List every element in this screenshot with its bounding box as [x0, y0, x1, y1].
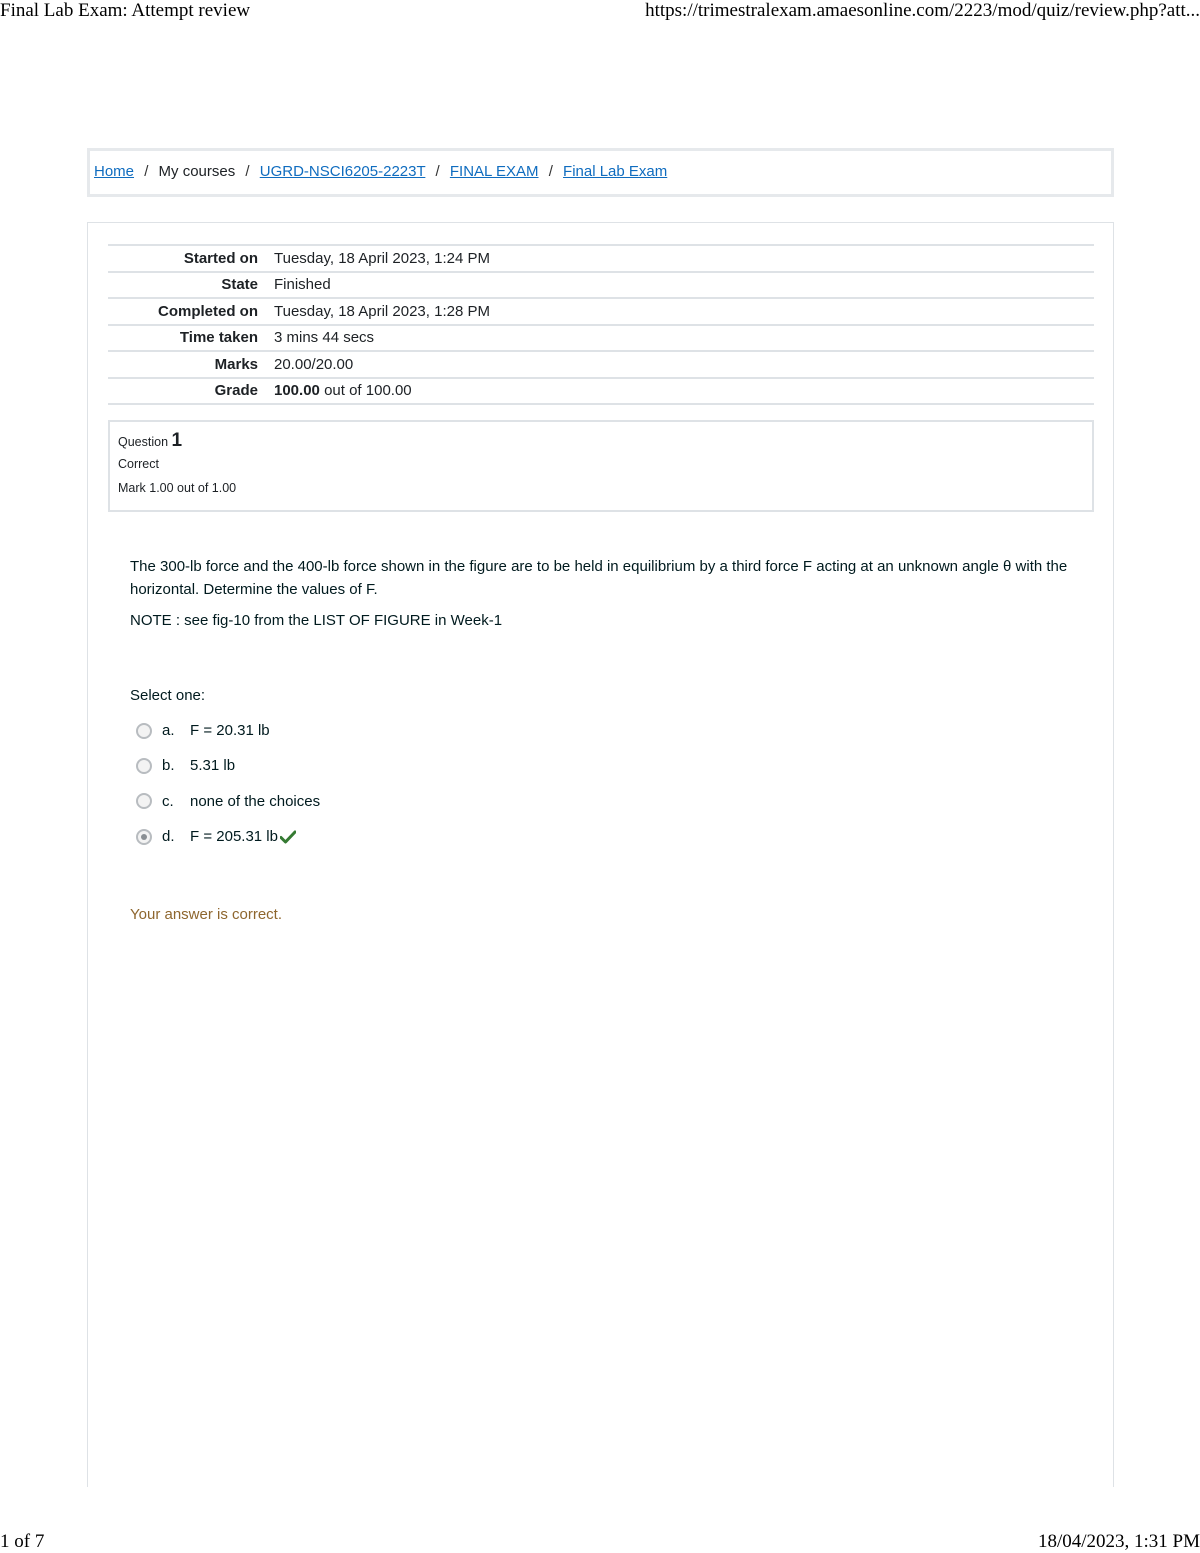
summary-value: 3 mins 44 secs [266, 325, 1094, 352]
question-note: NOTE : see fig-10 from the LIST OF FIGURE in Week-1 [130, 612, 503, 629]
breadcrumb-quiz-link[interactable]: Final Lab Exam [563, 163, 668, 180]
radio-button[interactable] [136, 758, 152, 774]
radio-button-selected[interactable] [136, 829, 152, 845]
answer-option-d[interactable] [136, 819, 320, 854]
summary-value: Tuesday, 18 April 2023, 1:24 PM [266, 245, 1094, 272]
option-letter: d. [162, 828, 175, 846]
answer-options [136, 713, 320, 854]
question-text [130, 555, 1070, 640]
summary-row-completed [108, 298, 1094, 325]
summary-row-started [108, 245, 1094, 272]
radio-button[interactable] [136, 793, 152, 809]
option-letter: a. [162, 722, 175, 740]
question-info-box [108, 420, 1094, 512]
breadcrumb-home-link[interactable]: Home [94, 163, 135, 180]
answer-feedback: Your answer is correct. [130, 906, 283, 923]
main-region [87, 222, 1114, 1487]
answer-option-b[interactable] [136, 748, 320, 783]
answer-option-c[interactable] [136, 784, 320, 819]
question-mark: Mark 1.00 out of 1.00 [118, 481, 237, 495]
breadcrumb [87, 148, 1114, 197]
print-page-title: Final Lab Exam: Attempt review [0, 0, 251, 21]
print-page-url: https://trimestralexam.amaesonline.com/2223/mod/quiz/review.php?att... [645, 0, 1200, 21]
attempt-summary-table [108, 244, 1094, 405]
option-letter: c. [162, 792, 174, 810]
option-label: none of the choices [190, 792, 321, 810]
summary-row-state [108, 272, 1094, 299]
check-icon [280, 830, 296, 844]
option-letter: b. [162, 757, 175, 775]
print-datetime: 18/04/2023, 1:31 PM [1037, 1531, 1200, 1552]
answer-option-a[interactable] [136, 713, 320, 748]
breadcrumb-separator: / [548, 163, 553, 180]
question-state: Correct [118, 457, 159, 471]
grade-value: 100.00 [274, 382, 320, 400]
summary-label: Time taken [108, 325, 266, 352]
question-number [118, 430, 1084, 452]
grade-suffix: out of 100.00 [324, 382, 412, 400]
summary-label: Completed on [108, 298, 266, 325]
question-body: The 300-lb force and the 400-lb force shown in the figure are to be held in equilibrium by a third force F acting at an unknown angle θ with the horizontal. Determine the values of F. [130, 558, 1068, 598]
option-label: F = 205.31 lb [190, 828, 278, 846]
breadcrumb-separator: / [144, 163, 149, 180]
question-label: Question [118, 435, 169, 449]
radio-button[interactable] [136, 723, 152, 739]
summary-row-grade [108, 378, 1094, 405]
answer-prompt: Select one: [130, 687, 206, 704]
summary-row-time-taken [108, 325, 1094, 352]
summary-label: State [108, 272, 266, 299]
option-label: 5.31 lb [190, 757, 236, 775]
breadcrumb-separator: / [435, 163, 440, 180]
option-label: F = 20.31 lb [190, 722, 270, 740]
summary-value: Finished [266, 272, 1094, 299]
breadcrumb-course-link[interactable]: UGRD-NSCI6205-2223T [259, 163, 426, 180]
summary-label: Marks [108, 351, 266, 378]
summary-value: 20.00/20.00 [266, 351, 1094, 378]
print-page-number: 1 of 7 [0, 1531, 45, 1552]
summary-value: Tuesday, 18 April 2023, 1:28 PM [266, 298, 1094, 325]
breadcrumb-section-link[interactable]: FINAL EXAM [449, 163, 539, 180]
summary-value [266, 378, 1094, 405]
summary-label: Started on [108, 245, 266, 272]
question-number-value: 1 [171, 430, 183, 451]
summary-label: Grade [108, 378, 266, 405]
breadcrumb-my-courses: My courses [158, 163, 236, 180]
summary-row-marks [108, 351, 1094, 378]
breadcrumb-separator: / [245, 163, 250, 180]
